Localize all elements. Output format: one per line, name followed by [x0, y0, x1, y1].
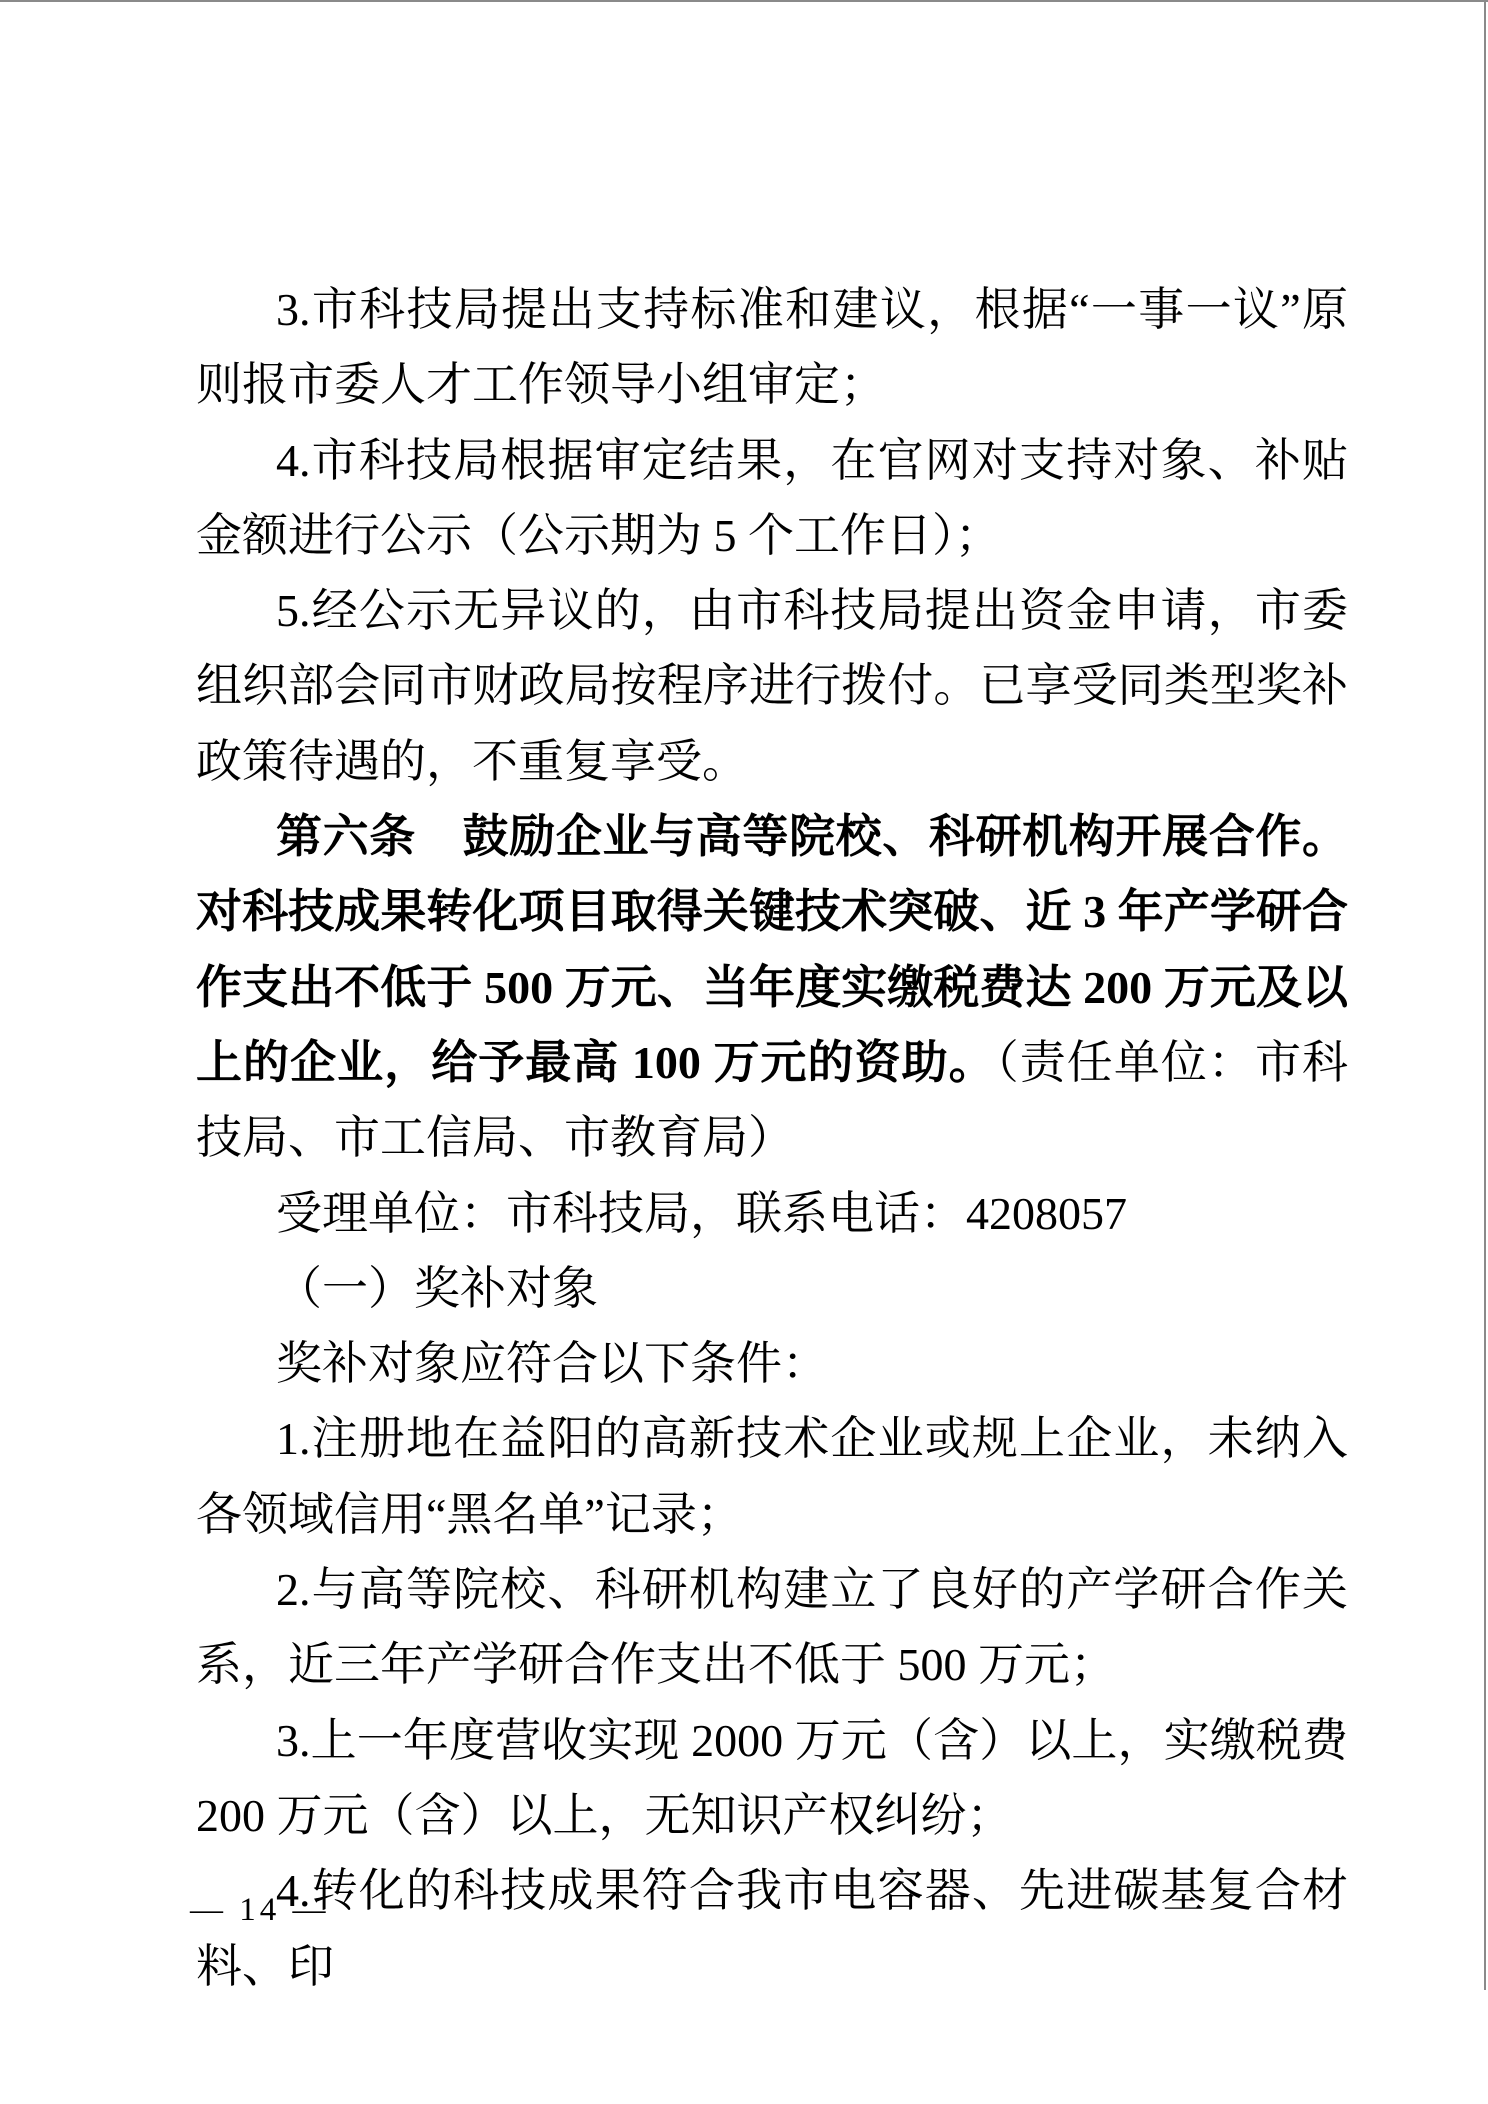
paragraph-numbered-item — [196, 1552, 1348, 1703]
text-segment: （一）奖补对象 — [276, 1262, 598, 1314]
text-segment: 1.注册地在益阳的高新技术企业或规上企业，未纳入各领域信用“黑名单”记录； — [196, 1413, 1348, 1540]
paragraph-sub-heading — [196, 1251, 1348, 1326]
paragraph-numbered-item — [196, 1401, 1348, 1552]
paragraph-numbered-item — [196, 573, 1348, 799]
text-segment: 3.市科技局提出支持标准和建议，根据“一事一议”原则报市委人才工作领导小组审定； — [196, 284, 1348, 411]
text-segment: 3.上一年度营收实现 2000 万元（含）以上，实缴税费 200 万元（含）以上，无知识产权纠纷； — [196, 1714, 1348, 1841]
text-segment: 5.经公示无异议的，由市科技局提出资金申请，市委组织部会同市财政局按程序进行拨付。已享受同类型奖补政策待遇的，不重复享受。 — [196, 585, 1348, 787]
paragraph-numbered-item — [196, 423, 1348, 574]
right-edge-line — [1484, 0, 1486, 1990]
document-body — [196, 272, 1348, 2004]
text-segment: 2.与高等院校、科研机构建立了良好的产学研合作关系，近三年产学研合作支出不低于 500 万元； — [196, 1564, 1348, 1691]
text-segment: 受理单位：市科技局，联系电话：4208057 — [276, 1187, 1127, 1239]
text-segment: 4.转化的科技成果符合我市电容器、先进碳基复合材料、印 — [196, 1865, 1348, 1992]
paragraph-body — [196, 1176, 1348, 1251]
paragraph-clause-heading — [196, 799, 1348, 1175]
paragraph-numbered-item — [196, 1703, 1348, 1854]
text-segment: （责任单位：市科技局、市工信局、市教育局） — [196, 1036, 1349, 1164]
page-number: — 14 — — [190, 1892, 330, 1928]
paragraph-numbered-item — [196, 1853, 1348, 2004]
top-edge-line — [0, 0, 1488, 2]
paragraph-numbered-item — [196, 272, 1348, 423]
text-segment: 第六条 鼓励企业与高等院校、科研机构开展合作。对科技成果转化项目取得关键技术突破、近 3 年产学研合作支出不低于 500 万元、当年度实缴税费达 200 万元及以上的企业，给予最高 100 万元的资助。 — [196, 811, 1348, 1088]
text-segment: 奖补对象应符合以下条件： — [276, 1338, 828, 1390]
text-segment: 4.市科技局根据审定结果，在官网对支持对象、补贴金额进行公示（公示期为 5 个工作日）； — [196, 434, 1348, 561]
paragraph-body — [196, 1326, 1348, 1401]
